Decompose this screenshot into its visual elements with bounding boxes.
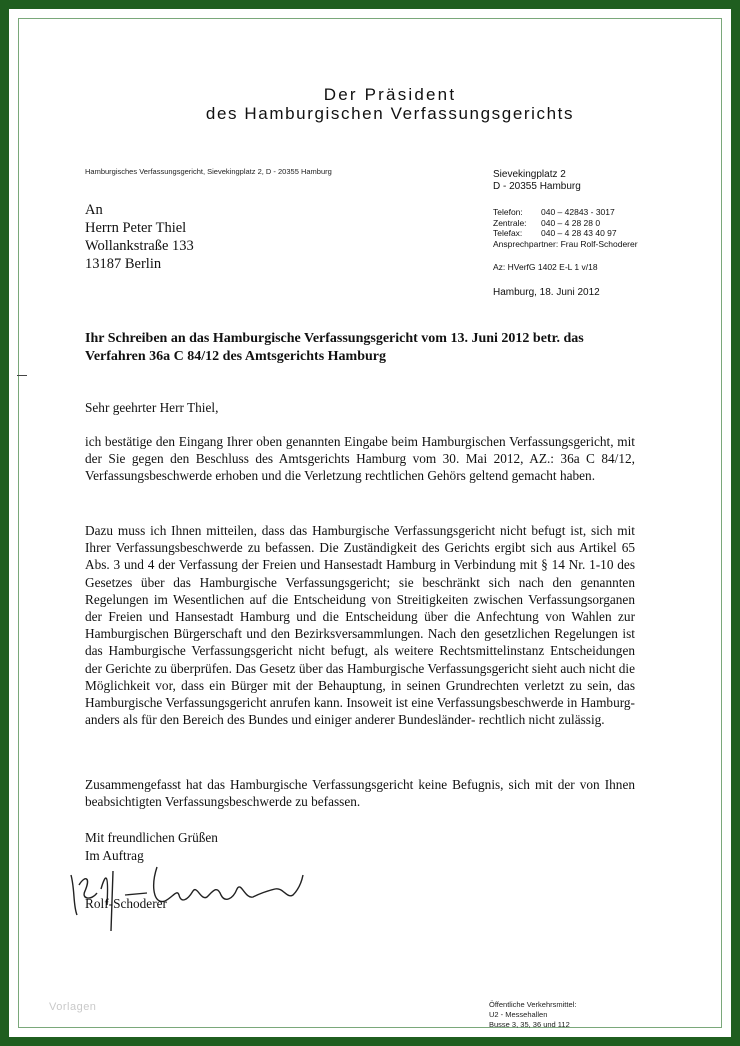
watermark: Vorlagen — [49, 1001, 97, 1013]
letter-date: Hamburg, 18. Juni 2012 — [493, 287, 600, 298]
contact-street: Sievekingplatz 2 — [493, 169, 566, 180]
transit-heading: Öffentliche Verkehrsmittel: — [489, 1000, 577, 1009]
public-transit-info — [489, 1000, 576, 1030]
telefon-label: Telefon: — [493, 207, 523, 217]
zentrale-label: Zentrale: — [493, 217, 527, 228]
signer-name: Rolf-Schoderer — [85, 896, 167, 911]
recipient-city: 13187 Berlin — [85, 256, 162, 272]
body-paragraph-3: Zusammengefasst hat das Hamburgische Verfassungsgericht keine Befugnis, sich mit der von Ihnen beabsichtigten Verfassungsbeschwerde zu befassen. — [85, 777, 635, 810]
contact-telefax — [493, 228, 638, 239]
telefon-value: 040 – 42843 - 3017 — [541, 207, 615, 217]
contact-zentrale — [493, 218, 638, 229]
recipient-street: Wollankstraße 133 — [85, 238, 194, 254]
letterhead-title-line1: Der Präsident — [323, 85, 457, 104]
sender-return-address: Hamburgisches Verfassungsgericht, Sievekingplatz 2, D - 20355 Hamburg — [85, 167, 332, 176]
contact-block — [493, 169, 638, 249]
letterhead-title-line2: des Hamburgischen Verfassungsgerichts — [205, 104, 575, 123]
subject-line: Ihr Schreiben an das Hamburgische Verfassungsgericht vom 13. Juni 2012 betr. das Verfahren 36a C 84/12 des Amtsgerichts Hamburg — [85, 331, 584, 364]
recipient-address — [85, 201, 194, 273]
contact-telefon — [493, 207, 638, 218]
recipient-line-an: An — [85, 202, 103, 218]
reference-number: Az: HVerfG 1402 E-L 1 v/18 — [493, 262, 598, 272]
body-paragraph-2: Dazu muss ich Ihnen mitteilen, dass das Hamburgische Verfassungsgericht nicht befugt ist, sich mit Ihrer Verfassungsbeschwerde zu befassen. Die Zuständigkeit des Gerichts ergibt sich aus Artikel 65 Abs. 3 und 4 der Verfassung der Freien und Hansestadt Hamburg in Verbindung mit § 14 Nr. 1-10 des Gesetzes über das Hamburgische Verfassungsgericht; sie beschränkt sich nach den genannten Regelungen im Wesentlichen auf die Entscheidung von Streitigkeiten zwischen Verfassungsorganen der Freien und Hansestadt Hamburg und die Entscheidung über die Anfechtung von Wahlen zur Hamburgischen Bürgerschaft und den Bezirksversammlungen. Nach den gesetzlichen Regelungen ist das Hamburgische Verfassungsgericht nicht befugt, als weitere Rechtsmittelinstanz Entscheidungen der Gerichte zu überprüfen. Das Gesetz über das Hamburgische Verfassungsgericht sieht auch nicht die Möglichkeit vor, dass ein Bürger mit der Behauptung, in seinen Grundrechten verletzt zu sein, das Hamburgische Verfassungsgericht anrufen kann. Insoweit ist eine Verfassungsbeschwerde in Hamburg- anders als für den Bereich des Bundes und einiger anderer Bundesländer- rechtlich nicht zulässig. — [85, 523, 635, 728]
contact-person: Ansprechpartner: Frau Rolf-Schoderer — [493, 238, 638, 249]
closing-im-auftrag: Im Auftrag — [85, 847, 144, 863]
telefax-value: 040 – 4 28 43 40 97 — [541, 228, 617, 238]
zentrale-value: 040 – 4 28 28 0 — [541, 217, 601, 228]
telefax-label: Telefax: — [493, 228, 523, 238]
transit-bus: Busse 3, 35, 36 und 112 — [489, 1020, 570, 1029]
fold-mark — [17, 375, 27, 376]
contact-city: D - 20355 Hamburg — [493, 181, 581, 192]
transit-subway: U2 - Messehallen — [489, 1010, 548, 1019]
closing-greeting: Mit freundlichen Grüßen — [85, 830, 218, 845]
recipient-name: Herrn Peter Thiel — [85, 220, 187, 236]
salutation: Sehr geehrter Herr Thiel, — [85, 400, 219, 415]
handwritten-signature — [61, 845, 321, 935]
body-paragraph-1: ich bestätige den Eingang Ihrer oben genannten Eingabe beim Hamburgischen Verfassungsgericht, mit der Sie gegen den Beschluss des Amtsgerichts Hamburg vom 30. Mai 2012, AZ.: 36a C 84/12, Verfassungsbeschwerde erhoben und die Verletzung rechtlichen Gehörs geltend gemacht haben. — [85, 434, 635, 484]
